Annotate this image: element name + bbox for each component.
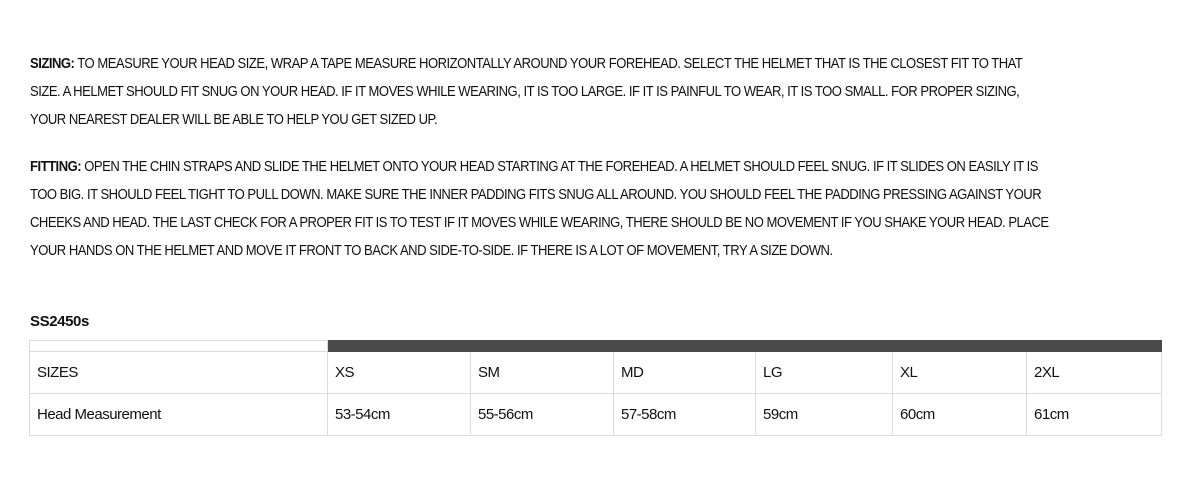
header-bar-blank (30, 341, 328, 352)
size-chart-table (29, 340, 1162, 436)
table-cell: XS (328, 352, 471, 394)
table-cell: 60cm (893, 394, 1027, 436)
sizing-text: TO MEASURE YOUR HEAD SIZE, WRAP A TAPE MEASURE HORIZONTALLY AROUND YOUR FOREHEAD. SELECT THE HELMET THAT IS THE CLOSEST FIT TO THAT SIZE. A HELMET SHOULD FIT SNUG ON YOUR HEAD. IF IT MOVES WHILE WEARING, IT IS TOO LARGE. IF IT IS PAINFUL TO WEAR, IT IS TOO SMALL. FOR PROPER SIZING, YOUR NEAREST DEALER WILL BE ABLE TO HELP YOU GET SIZED UP. (30, 56, 1023, 128)
table-cell: 61cm (1027, 394, 1162, 436)
fitting-paragraph (30, 153, 1052, 265)
sizing-paragraph (30, 50, 1052, 134)
sizing-heading: SIZING: (30, 56, 75, 72)
table-row-sizes (30, 352, 1162, 394)
header-bar-segment (328, 341, 756, 352)
table-cell: 59cm (756, 394, 893, 436)
fitting-heading: FITTING: (30, 159, 82, 175)
table-row-head-measurement (30, 394, 1162, 436)
model-title: SS2450s (30, 313, 89, 330)
table-cell: 53-54cm (328, 394, 471, 436)
fitting-text: OPEN THE CHIN STRAPS AND SLIDE THE HELMET ONTO YOUR HEAD STARTING AT THE FOREHEAD. A HELMET SHOULD FEEL SNUG. IF IT SLIDES ON EASILY IT IS TOO BIG. IT SHOULD FEEL TIGHT TO PULL DOWN. MAKE SURE THE INNER PADDING FITS SNUG ALL AROUND. YOU SHOULD FEEL THE PADDING PRESSING AGAINST YOUR CHEEKS AND HEAD. THE LAST CHECK FOR A PROPER FIT IS TO TEST IF IT MOVES WHILE WEARING, THERE SHOULD BE NO MOVEMENT IF YOU SHAKE YOUR HEAD. PLACE YOUR HANDS ON THE HELMET AND MOVE IT FRONT TO BACK AND SIDE-TO-SIDE. IF THERE IS A LOT OF MOVEMENT, TRY A SIZE DOWN. (30, 159, 1049, 259)
table-cell: LG (756, 352, 893, 394)
table-cell: SIZES (30, 352, 328, 394)
table-cell: 2XL (1027, 352, 1162, 394)
table-cell: XL (893, 352, 1027, 394)
table-cell: 57-58cm (614, 394, 756, 436)
table-cell: MD (614, 352, 756, 394)
table-cell: SM (471, 352, 614, 394)
table-cell: Head Measurement (30, 394, 328, 436)
table-header-bar (30, 341, 1162, 352)
header-bar-segment (756, 341, 1162, 352)
table-cell: 55-56cm (471, 394, 614, 436)
